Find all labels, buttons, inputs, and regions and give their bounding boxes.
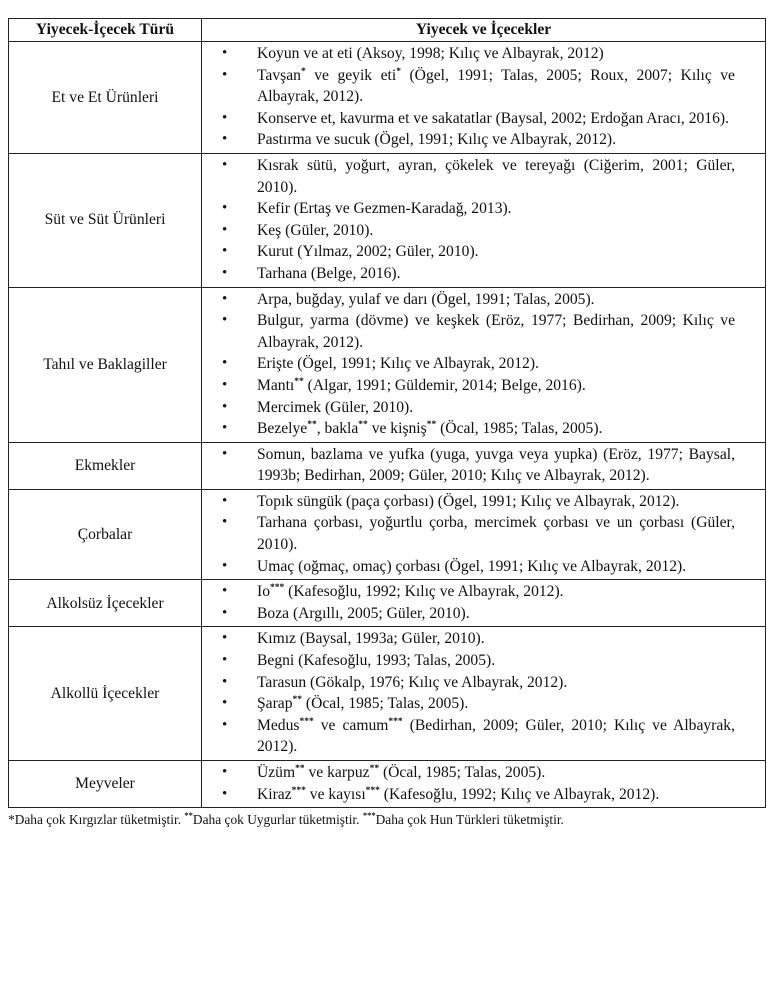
footnote <box>8 811 774 829</box>
list-item <box>222 263 735 285</box>
text-segment: (Bedirhan, 2009; Güler, 2010; Kılıç ve Albayrak, 2012). <box>257 716 735 756</box>
footnote-mark: ** <box>426 420 437 431</box>
text-segment: Üzüm <box>257 764 296 781</box>
text-segment: ve geyik eti <box>305 66 397 84</box>
text-segment: ve kayısı <box>305 785 366 803</box>
text-segment: (Kafesoğlu, 1992; Kılıç ve Albayrak, 2012). <box>284 583 564 601</box>
text-segment: Kısrak sütü, yoğurt, ayran, çökelek ve tereyağı (Ciğerim, 2001; Güler, 2010). <box>257 156 735 196</box>
text-segment: ve karpuz <box>304 764 370 781</box>
text-segment: Kurut (Yılmaz, 2002; Güler, 2010). <box>257 243 479 261</box>
table-row <box>9 489 766 579</box>
item-list <box>222 627 735 760</box>
category-cell: Alkollü İçecekler <box>9 627 202 761</box>
text-segment: Medus <box>257 716 300 734</box>
footnote-mark: * <box>396 66 401 77</box>
list-item <box>222 672 735 694</box>
item-list <box>222 490 735 579</box>
text-segment: Arpa, buğday, yulaf ve darı (Ögel, 1991; Talas, 2005). <box>257 290 595 308</box>
table-row <box>9 442 766 489</box>
text-segment: Daha çok Uygurlar tüketmiştir. <box>192 812 363 828</box>
items-cell <box>202 580 766 627</box>
list-item <box>222 444 735 487</box>
text-segment: Boza (Argıllı, 2005; Güler, 2010). <box>257 604 470 622</box>
text-segment: Erişte (Ögel, 1991; Kılıç ve Albayrak, 2012). <box>257 355 539 373</box>
text-segment: , bakla <box>316 420 359 438</box>
list-item <box>222 129 735 151</box>
items-cell <box>202 442 766 489</box>
text-segment: Tarhana çorbası, yoğurtlu çorba, mercimek çorbası ve un çorbası (Güler, 2010). <box>257 514 735 554</box>
item-list <box>222 154 735 287</box>
item-list <box>222 761 735 807</box>
items-cell <box>202 153 766 287</box>
category-cell: Çorbalar <box>9 489 202 579</box>
list-item <box>222 397 735 419</box>
footnote-mark: *** <box>299 716 314 727</box>
list-item <box>222 198 735 220</box>
list-item <box>222 353 735 375</box>
footnote-mark: *** <box>291 785 306 796</box>
list-item <box>222 762 735 784</box>
text-segment: Begni (Kafesoğlu, 1993; Talas, 2005). <box>257 652 496 670</box>
list-item <box>222 784 735 806</box>
items-cell <box>202 761 766 808</box>
list-item <box>222 220 735 242</box>
list-item <box>222 581 735 603</box>
table-row <box>9 153 766 287</box>
list-item <box>222 491 735 513</box>
list-item <box>222 65 735 108</box>
list-item <box>222 603 735 625</box>
footnote-mark: ** <box>295 764 305 774</box>
footnote-mark: *** <box>365 785 380 796</box>
text-segment: Topık süngük (paça çorbası) (Ögel, 1991; Kılıç ve Albayrak, 2012). <box>257 492 680 510</box>
footnote-mark: ** <box>292 695 303 706</box>
table-header-row <box>9 19 766 42</box>
list-item <box>222 556 735 578</box>
text-segment: Somun, bazlama ve yufka (yuga, yuvga veya yupka) (Eröz, 1977; Baysal, 1993b; Bedirhan, 2009; Güler, 2010; Kılıç ve Albayrak, 2012). <box>257 445 735 485</box>
footnote-mark: *** <box>362 810 376 821</box>
footnote-mark: *** <box>388 716 403 727</box>
category-cell: Süt ve Süt Ürünleri <box>9 153 202 287</box>
footnote-mark: * <box>300 66 306 77</box>
list-item <box>222 108 735 130</box>
food-table <box>8 18 766 808</box>
item-list <box>222 288 735 442</box>
category-cell: Meyveler <box>9 761 202 808</box>
text-segment: Mantı <box>257 376 295 394</box>
list-item <box>222 512 735 555</box>
items-cell <box>202 627 766 761</box>
footnote-mark: ** <box>184 810 193 821</box>
list-item <box>222 155 735 198</box>
text-segment: Keş (Güler, 2010). <box>257 221 374 239</box>
text-segment: Konserve et, kavurma et ve sakatatlar (Baysal, 2002; Erdoğan Aracı, 2016). <box>257 109 729 127</box>
list-item <box>222 650 735 672</box>
table-row <box>9 580 766 627</box>
footnote-mark: ** <box>307 420 317 431</box>
header-items: Yiyecek ve İçecekler <box>202 19 766 42</box>
category-cell: Et ve Et Ürünleri <box>9 42 202 154</box>
item-list <box>222 42 735 153</box>
table-body <box>9 42 766 808</box>
text-segment: (Kafesoğlu, 1992; Kılıç ve Albayrak, 2012). <box>379 785 660 803</box>
text-segment: Bulgur, yarma (dövme) ve keşkek (Eröz, 1977; Bedirhan, 2009; Kılıç ve Albayrak, 2012). <box>257 312 735 351</box>
category-cell: Ekmekler <box>9 442 202 489</box>
text-segment: (Ögel, 1991; Talas, 2005; Roux, 2007; Kılıç ve Albayrak, 2012). <box>257 66 735 106</box>
footnote-mark: ** <box>358 420 368 431</box>
list-item <box>222 628 735 650</box>
table-row <box>9 761 766 808</box>
text-segment: (Öcal, 1985; Talas, 2005). <box>302 695 469 713</box>
footnote-mark: ** <box>294 376 304 387</box>
text-segment: Umaç (oğmaç, omaç) çorbası (Ögel, 1991; Kılıç ve Albayrak, 2012). <box>257 557 687 575</box>
text-segment: Mercimek (Güler, 2010). <box>257 398 414 416</box>
table-row <box>9 42 766 154</box>
text-segment: Kiraz <box>257 785 292 803</box>
text-segment: Tavşan <box>257 66 301 84</box>
text-segment: Kımız (Baysal, 1993a; Güler, 2010). <box>257 630 485 648</box>
list-item <box>222 289 735 311</box>
list-item <box>222 375 735 397</box>
text-segment: ve camum <box>313 716 389 734</box>
footnote-mark: ** <box>369 764 380 774</box>
items-cell <box>202 42 766 154</box>
text-segment: Bezelye <box>257 420 308 438</box>
header-category: Yiyecek-İçecek Türü <box>9 19 202 42</box>
text-segment: ve kişniş <box>367 420 427 438</box>
text-segment: Tarasun (Gökalp, 1976; Kılıç ve Albayrak, 2012). <box>257 673 568 691</box>
list-item <box>222 241 735 263</box>
item-list <box>222 443 735 489</box>
text-segment: Daha çok Hun Türkleri tüketmiştir. <box>375 812 564 828</box>
table-row <box>9 287 766 442</box>
list-item <box>222 418 735 440</box>
table-row <box>9 627 766 761</box>
text-segment: Koyun ve at eti (Aksoy, 1998; Kılıç ve Albayrak, 2012) <box>257 45 604 62</box>
items-cell <box>202 489 766 579</box>
text-segment: Şarap <box>257 695 293 713</box>
text-segment: Io <box>257 583 270 601</box>
category-cell: Tahıl ve Baklagiller <box>9 287 202 442</box>
text-segment: *Daha çok Kırgızlar tüketmiştir. <box>8 812 185 828</box>
text-segment: (Öcal, 1985; Talas, 2005). <box>436 420 603 438</box>
list-item <box>222 310 735 353</box>
category-cell: Alkolsüz İçecekler <box>9 580 202 627</box>
list-item <box>222 715 735 758</box>
text-segment: Kefir (Ertaş ve Gezmen-Karadağ, 2013). <box>257 200 512 218</box>
footnote-mark: *** <box>270 583 285 594</box>
text-segment: Pastırma ve sucuk (Ögel, 1991; Kılıç ve Albayrak, 2012). <box>257 131 617 149</box>
item-list <box>222 580 735 626</box>
list-item <box>222 43 735 65</box>
text-segment: (Öcal, 1985; Talas, 2005). <box>379 764 546 781</box>
items-cell <box>202 287 766 442</box>
text-segment: (Algar, 1991; Güldemir, 2014; Belge, 2016). <box>303 376 586 394</box>
list-item <box>222 693 735 715</box>
text-segment: Tarhana (Belge, 2016). <box>257 264 401 282</box>
